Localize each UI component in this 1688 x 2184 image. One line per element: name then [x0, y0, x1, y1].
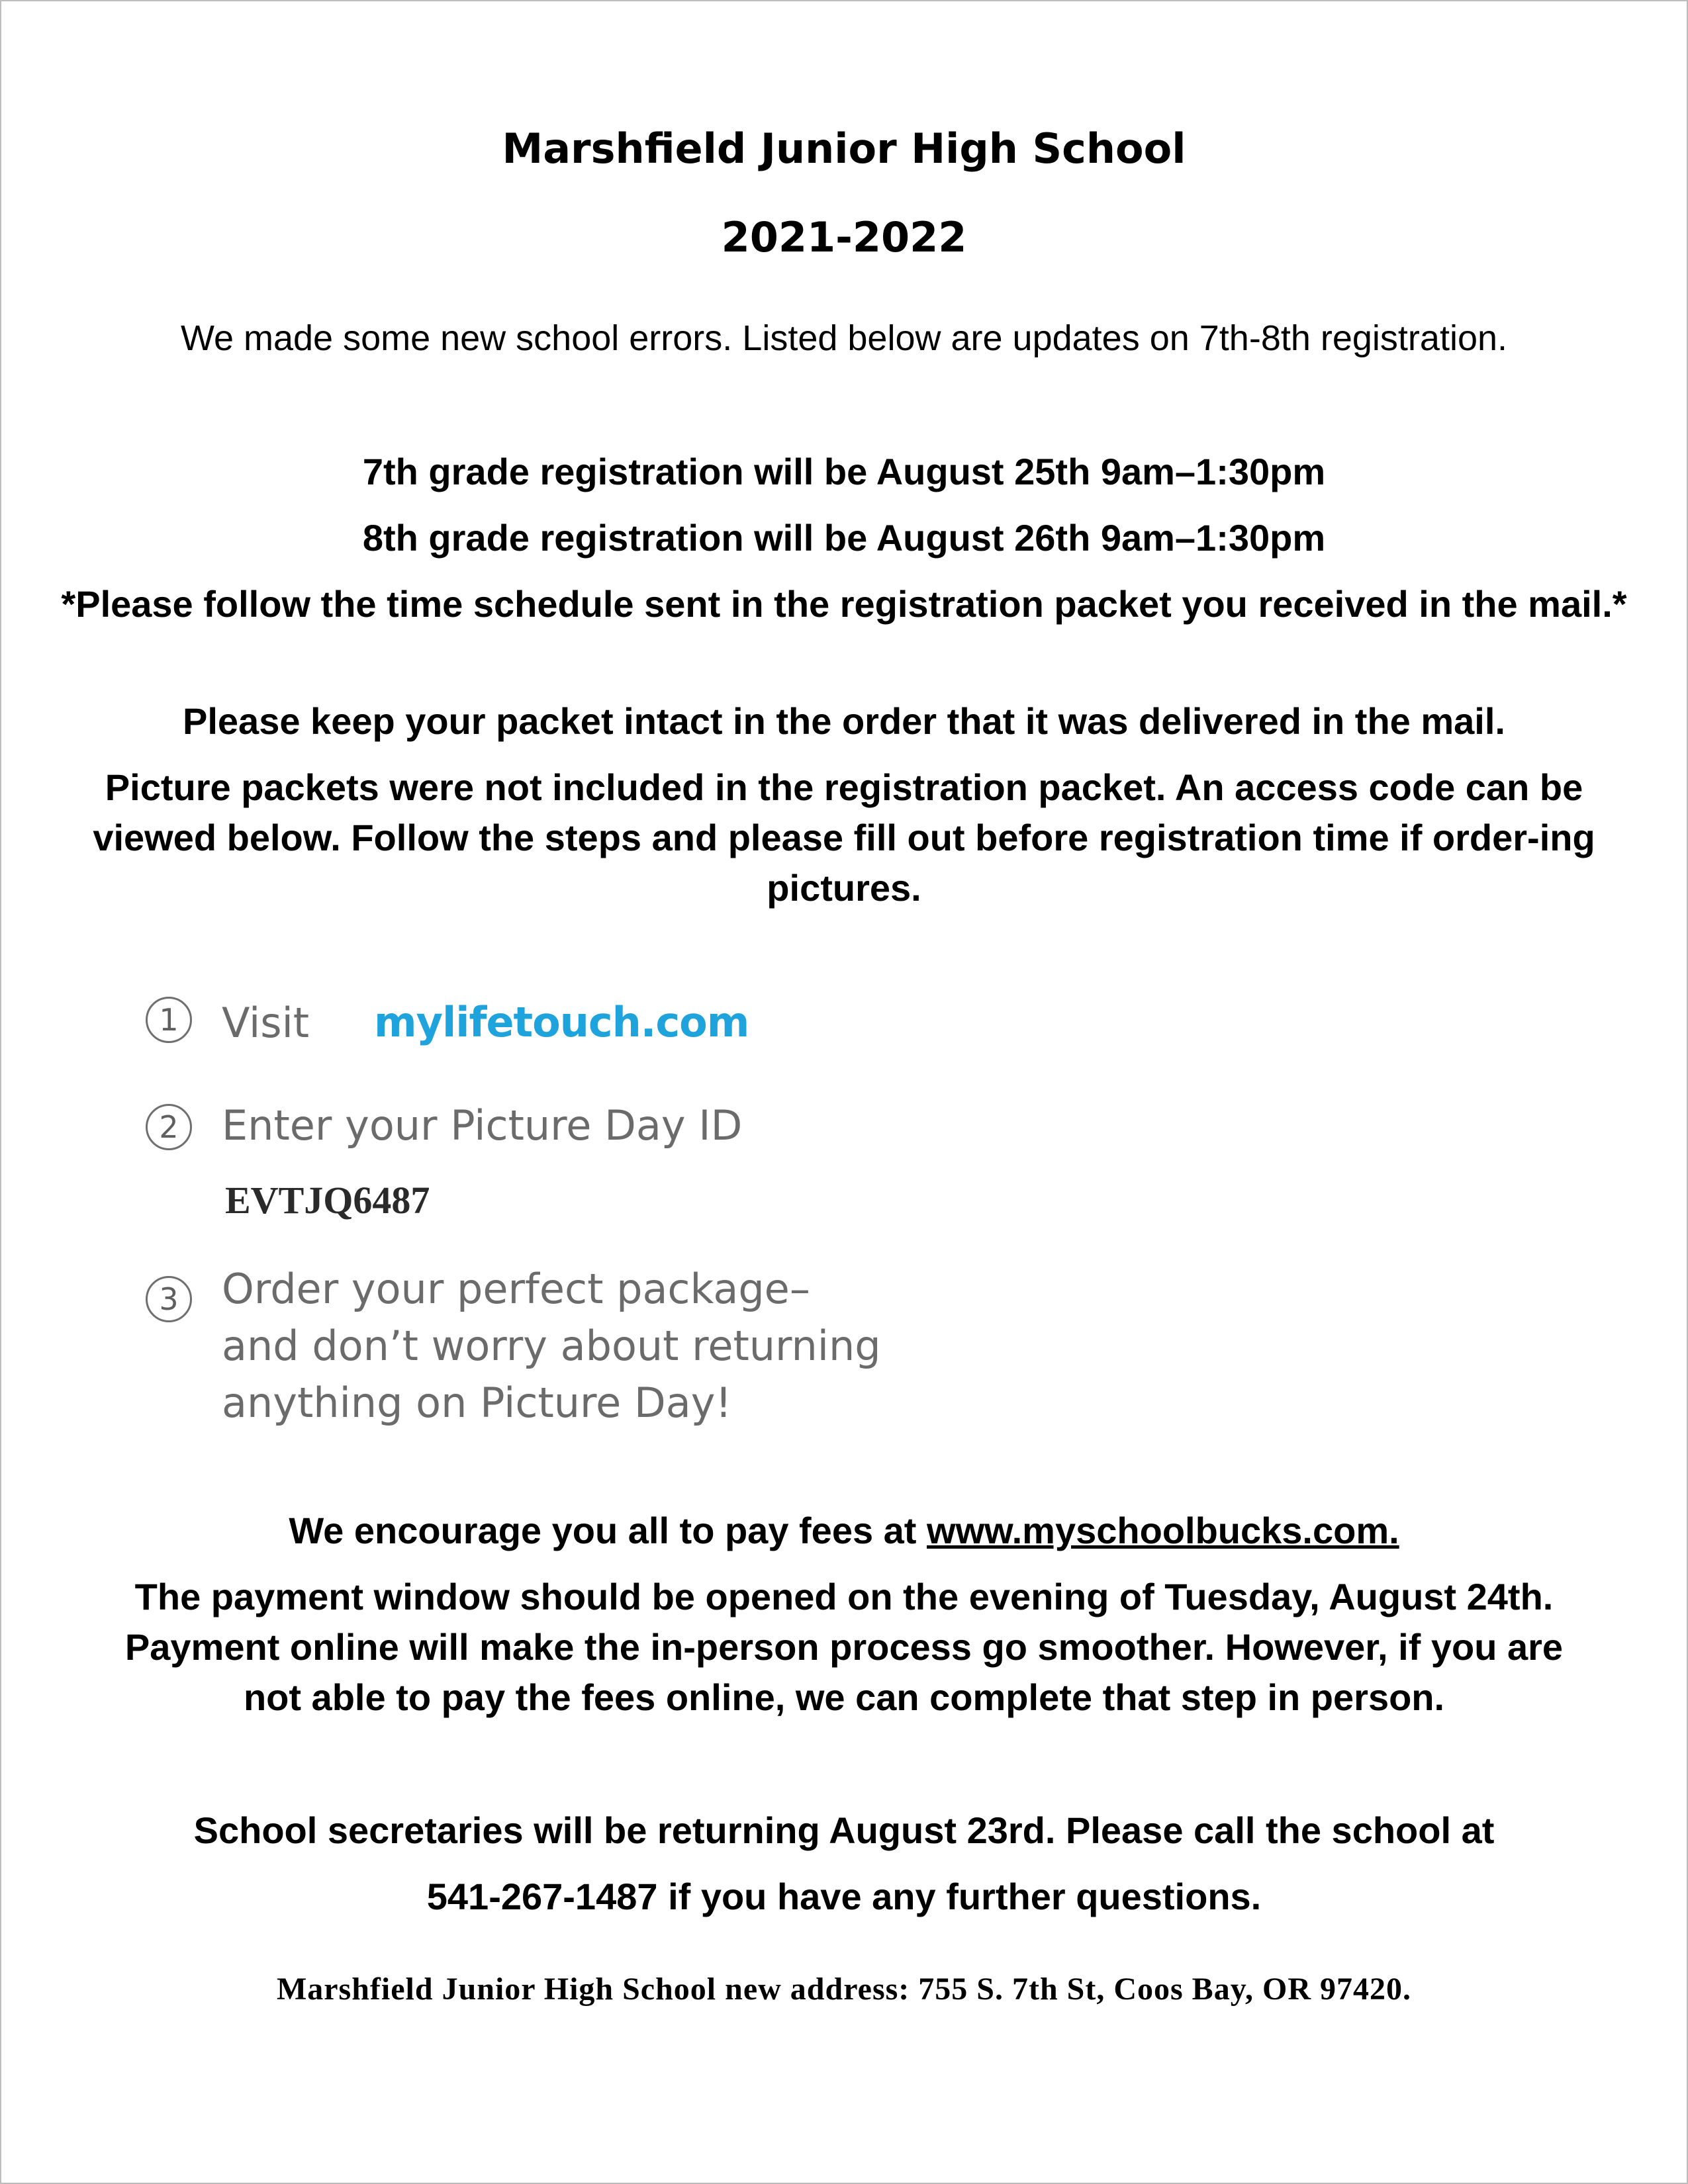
fees-line [0, 1506, 1688, 1556]
eighth-grade-registration: 8th grade registration will be August 26th 9am–1:30pm [362, 517, 1326, 559]
seventh-grade-registration: 7th grade registration will be August 25th 9am–1:30pm [362, 451, 1326, 492]
schedule-note: *Please follow the time schedule sent in the registration packet you received in the mail.* [61, 583, 1627, 625]
step-3-line-1: Order your perfect package– [222, 1265, 810, 1313]
picture-note: Picture packets were not included in the registration packet. An access code can be viewed below. Follow the steps and please fill out before registration time if order-ing pictures. [93, 766, 1595, 909]
fees-prefix: We encourage you all to pay fees at [289, 1510, 927, 1551]
packet-note: Please keep your packet intact in the order that it was delivered in the mail. [183, 700, 1505, 742]
new-address: Marshfield Junior High School new address: 755 S. 7th St, Coos Bay, OR 97420. [276, 1972, 1412, 2007]
step-3-line-2: and don’t worry about returning [222, 1322, 881, 1370]
step-1-number: 1 [146, 997, 192, 1043]
step-2-text: Enter your Picture Day ID [222, 1101, 743, 1150]
contact-line-1: School secretaries will be returning August 23rd. Please call the school at [193, 1809, 1495, 1851]
step-3-number: 3 [146, 1276, 192, 1322]
myschoolbucks-link[interactable]: www.myschoolbucks.com. [927, 1510, 1399, 1551]
intro-text: We made some new school errors. Listed below are updates on 7th-8th registration. [180, 318, 1508, 358]
payment-note: The payment window should be opened on the evening of Tuesday, August 24th. Payment online will make the in-person process go smoother. However, if you are not able to pay the fees online, we can complete that step in person. [124, 1576, 1564, 1718]
contact-line-2: 541-267-1487 if you have any further questions. [426, 1876, 1262, 1917]
step-3-line-3: anything on Picture Day! [222, 1379, 732, 1427]
school-year: 2021-2022 [721, 213, 967, 261]
step-2-number: 2 [146, 1104, 192, 1150]
picture-day-id: EVTJQ6487 [225, 1179, 430, 1222]
school-name: Marshfield Junior High School [502, 124, 1186, 173]
mylifetouch-link[interactable]: mylifetouch.com [374, 998, 749, 1046]
step-1-text: Visit [222, 999, 310, 1047]
